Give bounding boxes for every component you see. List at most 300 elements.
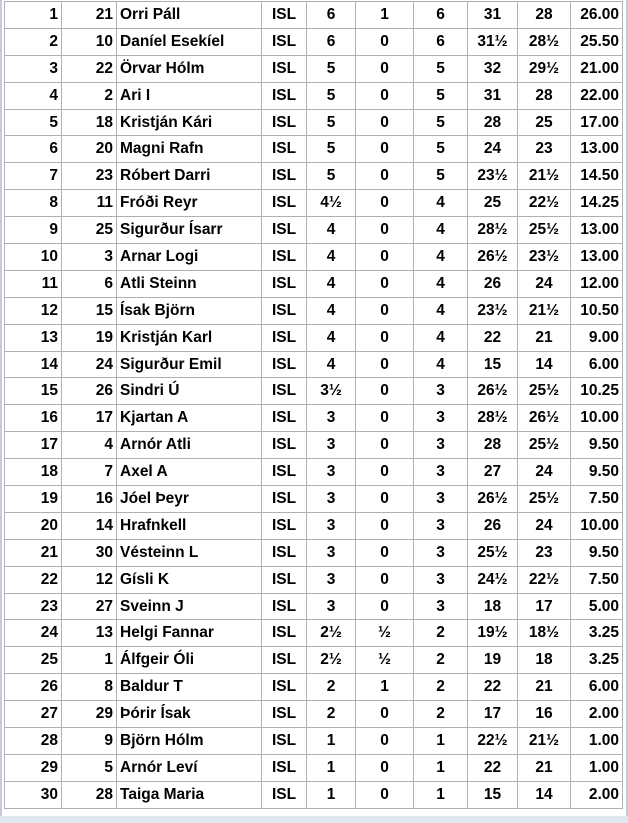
- start-number-cell: 19: [62, 324, 117, 351]
- points-cell: 1: [307, 728, 356, 755]
- points-cell: 2½: [307, 620, 356, 647]
- rank-cell: 5: [5, 109, 62, 136]
- tiebreak-1-cell: 0: [356, 539, 414, 566]
- buchholz-cut-cell: 21: [518, 754, 571, 781]
- table-row: [5, 163, 623, 190]
- federation-cell: ISL: [262, 270, 307, 297]
- tiebreak-2-cell: 3: [414, 566, 468, 593]
- buchholz-cell: 25½: [468, 539, 518, 566]
- federation-cell: ISL: [262, 82, 307, 109]
- tiebreak-1-cell: 0: [356, 324, 414, 351]
- table-row: [5, 136, 623, 163]
- federation-cell: ISL: [262, 217, 307, 244]
- tiebreak-2-cell: 3: [414, 405, 468, 432]
- rank-cell: 11: [5, 270, 62, 297]
- federation-cell: ISL: [262, 28, 307, 55]
- table-row: [5, 674, 623, 701]
- rank-cell: 22: [5, 566, 62, 593]
- tiebreak-2-cell: 2: [414, 647, 468, 674]
- table-row: [5, 297, 623, 324]
- player-name-cell: Kjartan A: [117, 405, 262, 432]
- table-row: [5, 244, 623, 271]
- buchholz-cut-cell: 21½: [518, 163, 571, 190]
- start-number-cell: 12: [62, 566, 117, 593]
- buchholz-cell: 31: [468, 2, 518, 29]
- tiebreak-1-cell: 0: [356, 28, 414, 55]
- buchholz-cut-cell: 18½: [518, 620, 571, 647]
- sonneborn-berger-cell: 21.00: [571, 55, 623, 82]
- rank-cell: 30: [5, 781, 62, 808]
- tiebreak-1-cell: 0: [356, 566, 414, 593]
- player-name-cell: Ari I: [117, 82, 262, 109]
- rank-cell: 10: [5, 244, 62, 271]
- player-name-cell: Axel A: [117, 459, 262, 486]
- points-cell: 3½: [307, 378, 356, 405]
- start-number-cell: 8: [62, 674, 117, 701]
- sonneborn-berger-cell: 1.00: [571, 754, 623, 781]
- federation-cell: ISL: [262, 647, 307, 674]
- points-cell: 4: [307, 244, 356, 271]
- rank-cell: 14: [5, 351, 62, 378]
- player-name-cell: Kristján Karl: [117, 324, 262, 351]
- federation-cell: ISL: [262, 728, 307, 755]
- tiebreak-1-cell: 0: [356, 109, 414, 136]
- sonneborn-berger-cell: 9.50: [571, 432, 623, 459]
- sonneborn-berger-cell: 22.00: [571, 82, 623, 109]
- player-name-cell: Sveinn J: [117, 593, 262, 620]
- buchholz-cut-cell: 16: [518, 701, 571, 728]
- tiebreak-2-cell: 5: [414, 82, 468, 109]
- rank-cell: 6: [5, 136, 62, 163]
- table-row: [5, 459, 623, 486]
- tiebreak-1-cell: 0: [356, 512, 414, 539]
- start-number-cell: 27: [62, 593, 117, 620]
- window-bottom-edge: [0, 816, 628, 823]
- rank-cell: 9: [5, 217, 62, 244]
- buchholz-cell: 22: [468, 324, 518, 351]
- tiebreak-1-cell: 0: [356, 486, 414, 513]
- start-number-cell: 2: [62, 82, 117, 109]
- federation-cell: ISL: [262, 378, 307, 405]
- buchholz-cut-cell: 22½: [518, 566, 571, 593]
- tiebreak-1-cell: 0: [356, 781, 414, 808]
- sonneborn-berger-cell: 12.00: [571, 270, 623, 297]
- buchholz-cut-cell: 18: [518, 647, 571, 674]
- tiebreak-1-cell: 0: [356, 593, 414, 620]
- start-number-cell: 16: [62, 486, 117, 513]
- tiebreak-2-cell: 4: [414, 190, 468, 217]
- federation-cell: ISL: [262, 297, 307, 324]
- table-row: [5, 486, 623, 513]
- tiebreak-2-cell: 5: [414, 136, 468, 163]
- table-row: [5, 190, 623, 217]
- points-cell: 3: [307, 432, 356, 459]
- start-number-cell: 22: [62, 55, 117, 82]
- federation-cell: ISL: [262, 244, 307, 271]
- tiebreak-1-cell: 1: [356, 2, 414, 29]
- table-row: [5, 593, 623, 620]
- tiebreak-2-cell: 3: [414, 432, 468, 459]
- rank-cell: 20: [5, 512, 62, 539]
- points-cell: 1: [307, 781, 356, 808]
- buchholz-cell: 19: [468, 647, 518, 674]
- start-number-cell: 15: [62, 297, 117, 324]
- player-name-cell: Örvar Hólm: [117, 55, 262, 82]
- buchholz-cut-cell: 21½: [518, 297, 571, 324]
- points-cell: 5: [307, 82, 356, 109]
- sonneborn-berger-cell: 13.00: [571, 136, 623, 163]
- points-cell: 6: [307, 2, 356, 29]
- sonneborn-berger-cell: 10.00: [571, 405, 623, 432]
- table-row: [5, 378, 623, 405]
- buchholz-cell: 22: [468, 674, 518, 701]
- player-name-cell: Þórir Ísak: [117, 701, 262, 728]
- tiebreak-2-cell: 2: [414, 701, 468, 728]
- rank-cell: 13: [5, 324, 62, 351]
- points-cell: 2½: [307, 647, 356, 674]
- tiebreak-1-cell: 0: [356, 405, 414, 432]
- rank-cell: 17: [5, 432, 62, 459]
- buchholz-cut-cell: 29½: [518, 55, 571, 82]
- points-cell: 4: [307, 217, 356, 244]
- sonneborn-berger-cell: 6.00: [571, 674, 623, 701]
- rank-cell: 28: [5, 728, 62, 755]
- points-cell: 3: [307, 593, 356, 620]
- rank-cell: 4: [5, 82, 62, 109]
- points-cell: 3: [307, 539, 356, 566]
- player-name-cell: Baldur T: [117, 674, 262, 701]
- federation-cell: ISL: [262, 109, 307, 136]
- tiebreak-1-cell: 0: [356, 459, 414, 486]
- tiebreak-2-cell: 3: [414, 539, 468, 566]
- rank-cell: 16: [5, 405, 62, 432]
- table-row: [5, 217, 623, 244]
- table-row: [5, 55, 623, 82]
- buchholz-cell: 26½: [468, 244, 518, 271]
- buchholz-cut-cell: 24: [518, 459, 571, 486]
- buchholz-cell: 26½: [468, 486, 518, 513]
- buchholz-cut-cell: 14: [518, 351, 571, 378]
- sonneborn-berger-cell: 13.00: [571, 244, 623, 271]
- rank-cell: 1: [5, 2, 62, 29]
- tiebreak-1-cell: 0: [356, 163, 414, 190]
- buchholz-cell: 26: [468, 270, 518, 297]
- tiebreak-2-cell: 3: [414, 512, 468, 539]
- player-name-cell: Sigurður Ísarr: [117, 217, 262, 244]
- points-cell: 3: [307, 459, 356, 486]
- start-number-cell: 17: [62, 405, 117, 432]
- buchholz-cut-cell: 14: [518, 781, 571, 808]
- points-cell: 3: [307, 486, 356, 513]
- rank-cell: 2: [5, 28, 62, 55]
- points-cell: 4: [307, 297, 356, 324]
- rank-cell: 26: [5, 674, 62, 701]
- buchholz-cell: 28½: [468, 217, 518, 244]
- table-row: [5, 351, 623, 378]
- start-number-cell: 13: [62, 620, 117, 647]
- player-name-cell: Sigurður Emil: [117, 351, 262, 378]
- points-cell: 5: [307, 136, 356, 163]
- sonneborn-berger-cell: 26.00: [571, 2, 623, 29]
- buchholz-cut-cell: 25½: [518, 378, 571, 405]
- table-row: [5, 28, 623, 55]
- points-cell: 2: [307, 674, 356, 701]
- points-cell: 1: [307, 754, 356, 781]
- sonneborn-berger-cell: 7.50: [571, 486, 623, 513]
- buchholz-cell: 28½: [468, 405, 518, 432]
- federation-cell: ISL: [262, 459, 307, 486]
- player-name-cell: Arnór Atli: [117, 432, 262, 459]
- federation-cell: ISL: [262, 324, 307, 351]
- player-name-cell: Atli Steinn: [117, 270, 262, 297]
- table-row: [5, 566, 623, 593]
- start-number-cell: 23: [62, 163, 117, 190]
- buchholz-cut-cell: 28: [518, 2, 571, 29]
- federation-cell: ISL: [262, 2, 307, 29]
- sonneborn-berger-cell: 6.00: [571, 351, 623, 378]
- federation-cell: ISL: [262, 486, 307, 513]
- tiebreak-2-cell: 5: [414, 55, 468, 82]
- start-number-cell: 3: [62, 244, 117, 271]
- player-name-cell: Róbert Darri: [117, 163, 262, 190]
- federation-cell: ISL: [262, 754, 307, 781]
- buchholz-cell: 27: [468, 459, 518, 486]
- tiebreak-1-cell: 0: [356, 55, 414, 82]
- start-number-cell: 11: [62, 190, 117, 217]
- player-name-cell: Taiga Maria: [117, 781, 262, 808]
- player-name-cell: Helgi Fannar: [117, 620, 262, 647]
- federation-cell: ISL: [262, 163, 307, 190]
- buchholz-cell: 15: [468, 781, 518, 808]
- tiebreak-2-cell: 4: [414, 351, 468, 378]
- points-cell: 3: [307, 566, 356, 593]
- player-name-cell: Jóel Þeyr: [117, 486, 262, 513]
- tiebreak-1-cell: 0: [356, 244, 414, 271]
- points-cell: 5: [307, 163, 356, 190]
- table-row: [5, 2, 623, 29]
- points-cell: 5: [307, 55, 356, 82]
- rank-cell: 18: [5, 459, 62, 486]
- sonneborn-berger-cell: 13.00: [571, 217, 623, 244]
- rank-cell: 7: [5, 163, 62, 190]
- buchholz-cut-cell: 23: [518, 539, 571, 566]
- buchholz-cut-cell: 22½: [518, 190, 571, 217]
- player-name-cell: Hrafnkell: [117, 512, 262, 539]
- player-name-cell: Björn Hólm: [117, 728, 262, 755]
- table-row: [5, 82, 623, 109]
- federation-cell: ISL: [262, 55, 307, 82]
- player-name-cell: Álfgeir Óli: [117, 647, 262, 674]
- rank-cell: 12: [5, 297, 62, 324]
- sonneborn-berger-cell: 14.50: [571, 163, 623, 190]
- table-row: [5, 512, 623, 539]
- rank-cell: 15: [5, 378, 62, 405]
- buchholz-cut-cell: 26½: [518, 405, 571, 432]
- buchholz-cut-cell: 28: [518, 82, 571, 109]
- start-number-cell: 10: [62, 28, 117, 55]
- tiebreak-2-cell: 2: [414, 674, 468, 701]
- sonneborn-berger-cell: 10.00: [571, 512, 623, 539]
- tiebreak-2-cell: 3: [414, 378, 468, 405]
- federation-cell: ISL: [262, 539, 307, 566]
- sonneborn-berger-cell: 10.25: [571, 378, 623, 405]
- buchholz-cell: 26: [468, 512, 518, 539]
- sonneborn-berger-cell: 17.00: [571, 109, 623, 136]
- tiebreak-2-cell: 4: [414, 270, 468, 297]
- sonneborn-berger-cell: 10.50: [571, 297, 623, 324]
- buchholz-cell: 15: [468, 351, 518, 378]
- rank-cell: 19: [5, 486, 62, 513]
- sonneborn-berger-cell: 2.00: [571, 781, 623, 808]
- tiebreak-1-cell: 0: [356, 701, 414, 728]
- buchholz-cell: 23½: [468, 297, 518, 324]
- buchholz-cell: 31: [468, 82, 518, 109]
- player-name-cell: Orri Páll: [117, 2, 262, 29]
- federation-cell: ISL: [262, 512, 307, 539]
- tiebreak-2-cell: 1: [414, 728, 468, 755]
- player-name-cell: Magni Rafn: [117, 136, 262, 163]
- start-number-cell: 5: [62, 754, 117, 781]
- tiebreak-2-cell: 3: [414, 459, 468, 486]
- federation-cell: ISL: [262, 566, 307, 593]
- sonneborn-berger-cell: 9.50: [571, 459, 623, 486]
- buchholz-cut-cell: 28½: [518, 28, 571, 55]
- start-number-cell: 1: [62, 647, 117, 674]
- start-number-cell: 4: [62, 432, 117, 459]
- rank-cell: 21: [5, 539, 62, 566]
- buchholz-cell: 32: [468, 55, 518, 82]
- tiebreak-2-cell: 2: [414, 620, 468, 647]
- buchholz-cell: 23½: [468, 163, 518, 190]
- points-cell: 2: [307, 701, 356, 728]
- start-number-cell: 6: [62, 270, 117, 297]
- tiebreak-1-cell: 0: [356, 270, 414, 297]
- buchholz-cell: 22: [468, 754, 518, 781]
- buchholz-cell: 24: [468, 136, 518, 163]
- start-number-cell: 25: [62, 217, 117, 244]
- tiebreak-2-cell: 4: [414, 324, 468, 351]
- rank-cell: 25: [5, 647, 62, 674]
- rank-cell: 8: [5, 190, 62, 217]
- table-row: [5, 109, 623, 136]
- tiebreak-1-cell: 0: [356, 297, 414, 324]
- buchholz-cell: 18: [468, 593, 518, 620]
- federation-cell: ISL: [262, 190, 307, 217]
- start-number-cell: 24: [62, 351, 117, 378]
- table-row: [5, 324, 623, 351]
- buchholz-cell: 19½: [468, 620, 518, 647]
- player-name-cell: Gísli K: [117, 566, 262, 593]
- points-cell: 4: [307, 270, 356, 297]
- tiebreak-2-cell: 5: [414, 109, 468, 136]
- tiebreak-1-cell: 0: [356, 728, 414, 755]
- standings-table: [4, 1, 623, 809]
- buchholz-cut-cell: 23½: [518, 244, 571, 271]
- table-row: [5, 701, 623, 728]
- tiebreak-2-cell: 3: [414, 486, 468, 513]
- tiebreak-1-cell: 0: [356, 190, 414, 217]
- tiebreak-2-cell: 1: [414, 754, 468, 781]
- tiebreak-1-cell: ½: [356, 647, 414, 674]
- buchholz-cell: 28: [468, 432, 518, 459]
- sonneborn-berger-cell: 7.50: [571, 566, 623, 593]
- table-row: [5, 781, 623, 808]
- table-row: [5, 647, 623, 674]
- tiebreak-1-cell: 0: [356, 378, 414, 405]
- points-cell: 3: [307, 405, 356, 432]
- rank-cell: 24: [5, 620, 62, 647]
- tiebreak-1-cell: ½: [356, 620, 414, 647]
- rank-cell: 3: [5, 55, 62, 82]
- federation-cell: ISL: [262, 432, 307, 459]
- start-number-cell: 26: [62, 378, 117, 405]
- player-name-cell: Fróði Reyr: [117, 190, 262, 217]
- federation-cell: ISL: [262, 136, 307, 163]
- sonneborn-berger-cell: 2.00: [571, 701, 623, 728]
- start-number-cell: 9: [62, 728, 117, 755]
- table-row: [5, 620, 623, 647]
- table-row: [5, 539, 623, 566]
- sonneborn-berger-cell: 9.50: [571, 539, 623, 566]
- points-cell: 5: [307, 109, 356, 136]
- start-number-cell: 28: [62, 781, 117, 808]
- table-row: [5, 405, 623, 432]
- rank-cell: 27: [5, 701, 62, 728]
- buchholz-cut-cell: 21: [518, 324, 571, 351]
- tiebreak-1-cell: 0: [356, 754, 414, 781]
- points-cell: 4½: [307, 190, 356, 217]
- rank-cell: 23: [5, 593, 62, 620]
- player-name-cell: Kristján Kári: [117, 109, 262, 136]
- start-number-cell: 21: [62, 2, 117, 29]
- start-number-cell: 7: [62, 459, 117, 486]
- buchholz-cell: 26½: [468, 378, 518, 405]
- buchholz-cell: 24½: [468, 566, 518, 593]
- buchholz-cut-cell: 21½: [518, 728, 571, 755]
- tiebreak-1-cell: 0: [356, 82, 414, 109]
- buchholz-cell: 25: [468, 190, 518, 217]
- points-cell: 3: [307, 512, 356, 539]
- sonneborn-berger-cell: 3.25: [571, 620, 623, 647]
- buchholz-cut-cell: 23: [518, 136, 571, 163]
- player-name-cell: Daníel Esekíel: [117, 28, 262, 55]
- buchholz-cut-cell: 24: [518, 270, 571, 297]
- player-name-cell: Arnar Logi: [117, 244, 262, 271]
- sonneborn-berger-cell: 9.00: [571, 324, 623, 351]
- buchholz-cell: 22½: [468, 728, 518, 755]
- tiebreak-2-cell: 4: [414, 297, 468, 324]
- table-row: [5, 754, 623, 781]
- federation-cell: ISL: [262, 781, 307, 808]
- federation-cell: ISL: [262, 701, 307, 728]
- buchholz-cut-cell: 25½: [518, 432, 571, 459]
- start-number-cell: 29: [62, 701, 117, 728]
- buchholz-cut-cell: 21: [518, 674, 571, 701]
- start-number-cell: 30: [62, 539, 117, 566]
- sonneborn-berger-cell: 14.25: [571, 190, 623, 217]
- tiebreak-2-cell: 4: [414, 217, 468, 244]
- start-number-cell: 20: [62, 136, 117, 163]
- points-cell: 6: [307, 28, 356, 55]
- federation-cell: ISL: [262, 593, 307, 620]
- sonneborn-berger-cell: 1.00: [571, 728, 623, 755]
- start-number-cell: 14: [62, 512, 117, 539]
- table-row: [5, 270, 623, 297]
- start-number-cell: 18: [62, 109, 117, 136]
- sonneborn-berger-cell: 25.50: [571, 28, 623, 55]
- player-name-cell: Ísak Björn: [117, 297, 262, 324]
- tiebreak-2-cell: 4: [414, 244, 468, 271]
